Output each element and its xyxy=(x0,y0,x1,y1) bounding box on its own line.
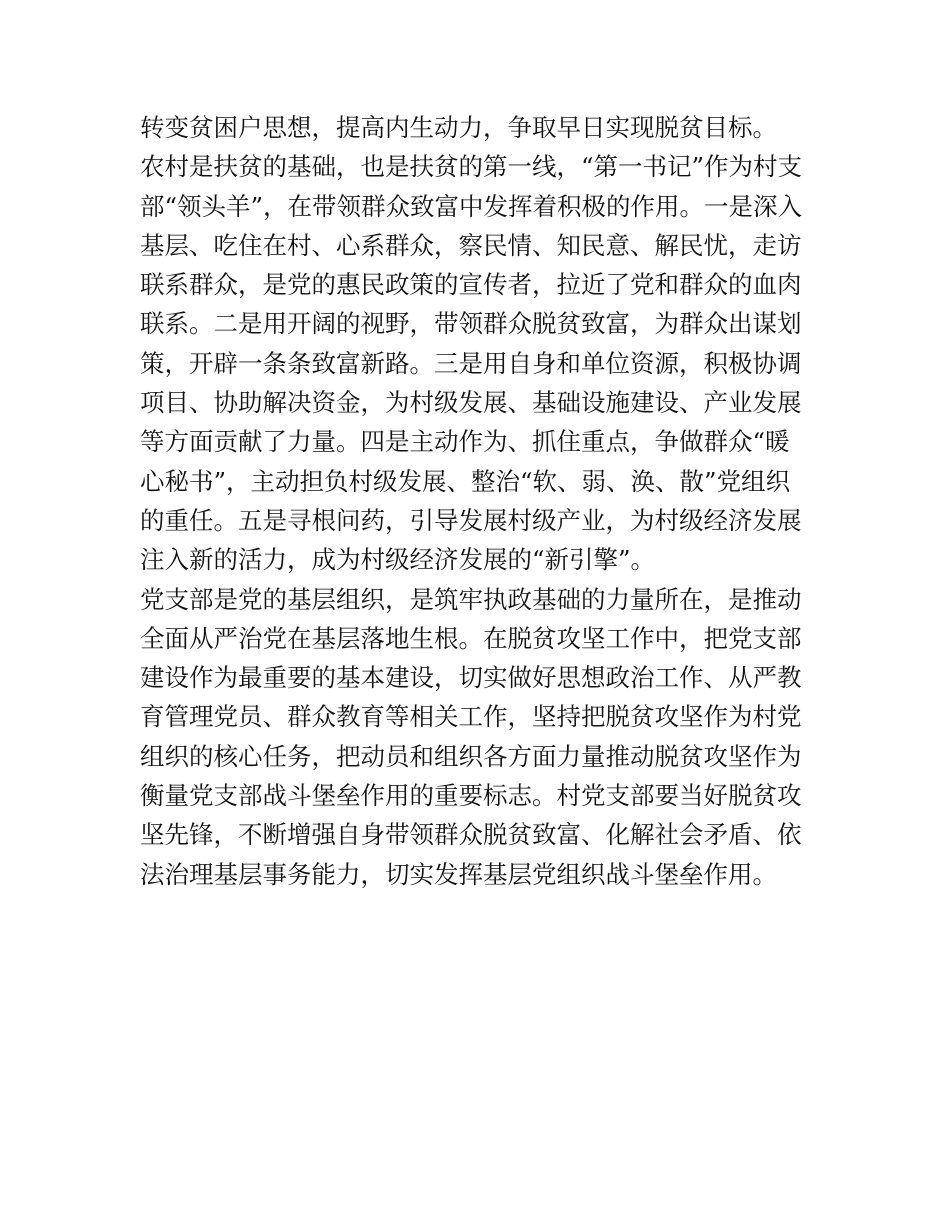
document-body xyxy=(140,108,820,894)
text-line: 党支部是党的基层组织，是筑牢执政基础的力量所在，是推动 xyxy=(140,584,802,614)
text-line: 等方面贡献了力量。四是主动作为、抓住重点，争做群众“暖 xyxy=(140,427,790,457)
text-line: 注入新的活力，成为村级经济发展的“新引擎”。 xyxy=(140,545,656,575)
text-line: 育管理党员、群众教育等相关工作，坚持把脱贫攻坚作为村党 xyxy=(140,702,802,732)
text-line: 农村是扶贫的基础，也是扶贫的第一线，“第一书记”作为村支 xyxy=(140,152,803,182)
text-line: 策，开辟一条条致富新路。三是用自身和单位资源，积极协调 xyxy=(140,348,802,378)
text-line: 建设作为最重要的基本建设，切实做好思想政治工作、从严教 xyxy=(140,663,802,693)
text-line: 基层、吃住在村、心系群众，察民情、知民意、解民忧，走访 xyxy=(140,230,802,260)
text-line: 心秘书”，主动担负村级发展、整治“软、弱、涣、散”党组织 xyxy=(140,466,791,496)
text-line: 组织的核心任务，把动员和组织各方面力量推动脱贫攻坚作为 xyxy=(140,741,802,771)
text-line: 的重任。五是寻根问药，引导发展村级产业，为村级经济发展 xyxy=(140,505,802,535)
text-line: 衡量党支部战斗堡垒作用的重要标志。村党支部要当好脱贫攻 xyxy=(140,781,802,811)
text-line: 联系。二是用开阔的视野，带领群众脱贫致富，为群众出谋划 xyxy=(140,309,802,339)
text-line: 部“领头羊”，在带领群众致富中发挥着积极的作用。一是深入 xyxy=(140,191,803,221)
text-line: 法治理基层事务能力，切实发挥基层党组织战斗堡垒作用。 xyxy=(140,859,777,889)
text-line: 坚先锋，不断增强自身带领群众脱贫致富、化解社会矛盾、依 xyxy=(140,820,802,850)
text-line: 项目、协助解决资金，为村级发展、基础设施建设、产业发展 xyxy=(140,388,802,418)
paragraph-3 xyxy=(140,580,820,894)
text-line: 转变贫困户思想，提高内生动力，争取早日实现脱贫目标。 xyxy=(140,113,777,142)
text-line: 联系群众，是党的惠民政策的宣传者，拉近了党和群众的血肉 xyxy=(140,270,802,300)
paragraph-2 xyxy=(140,147,820,579)
paragraph-1 xyxy=(140,108,820,147)
text-line: 全面从严治党在基层落地生根。在脱贫攻坚工作中，把党支部 xyxy=(140,623,802,653)
